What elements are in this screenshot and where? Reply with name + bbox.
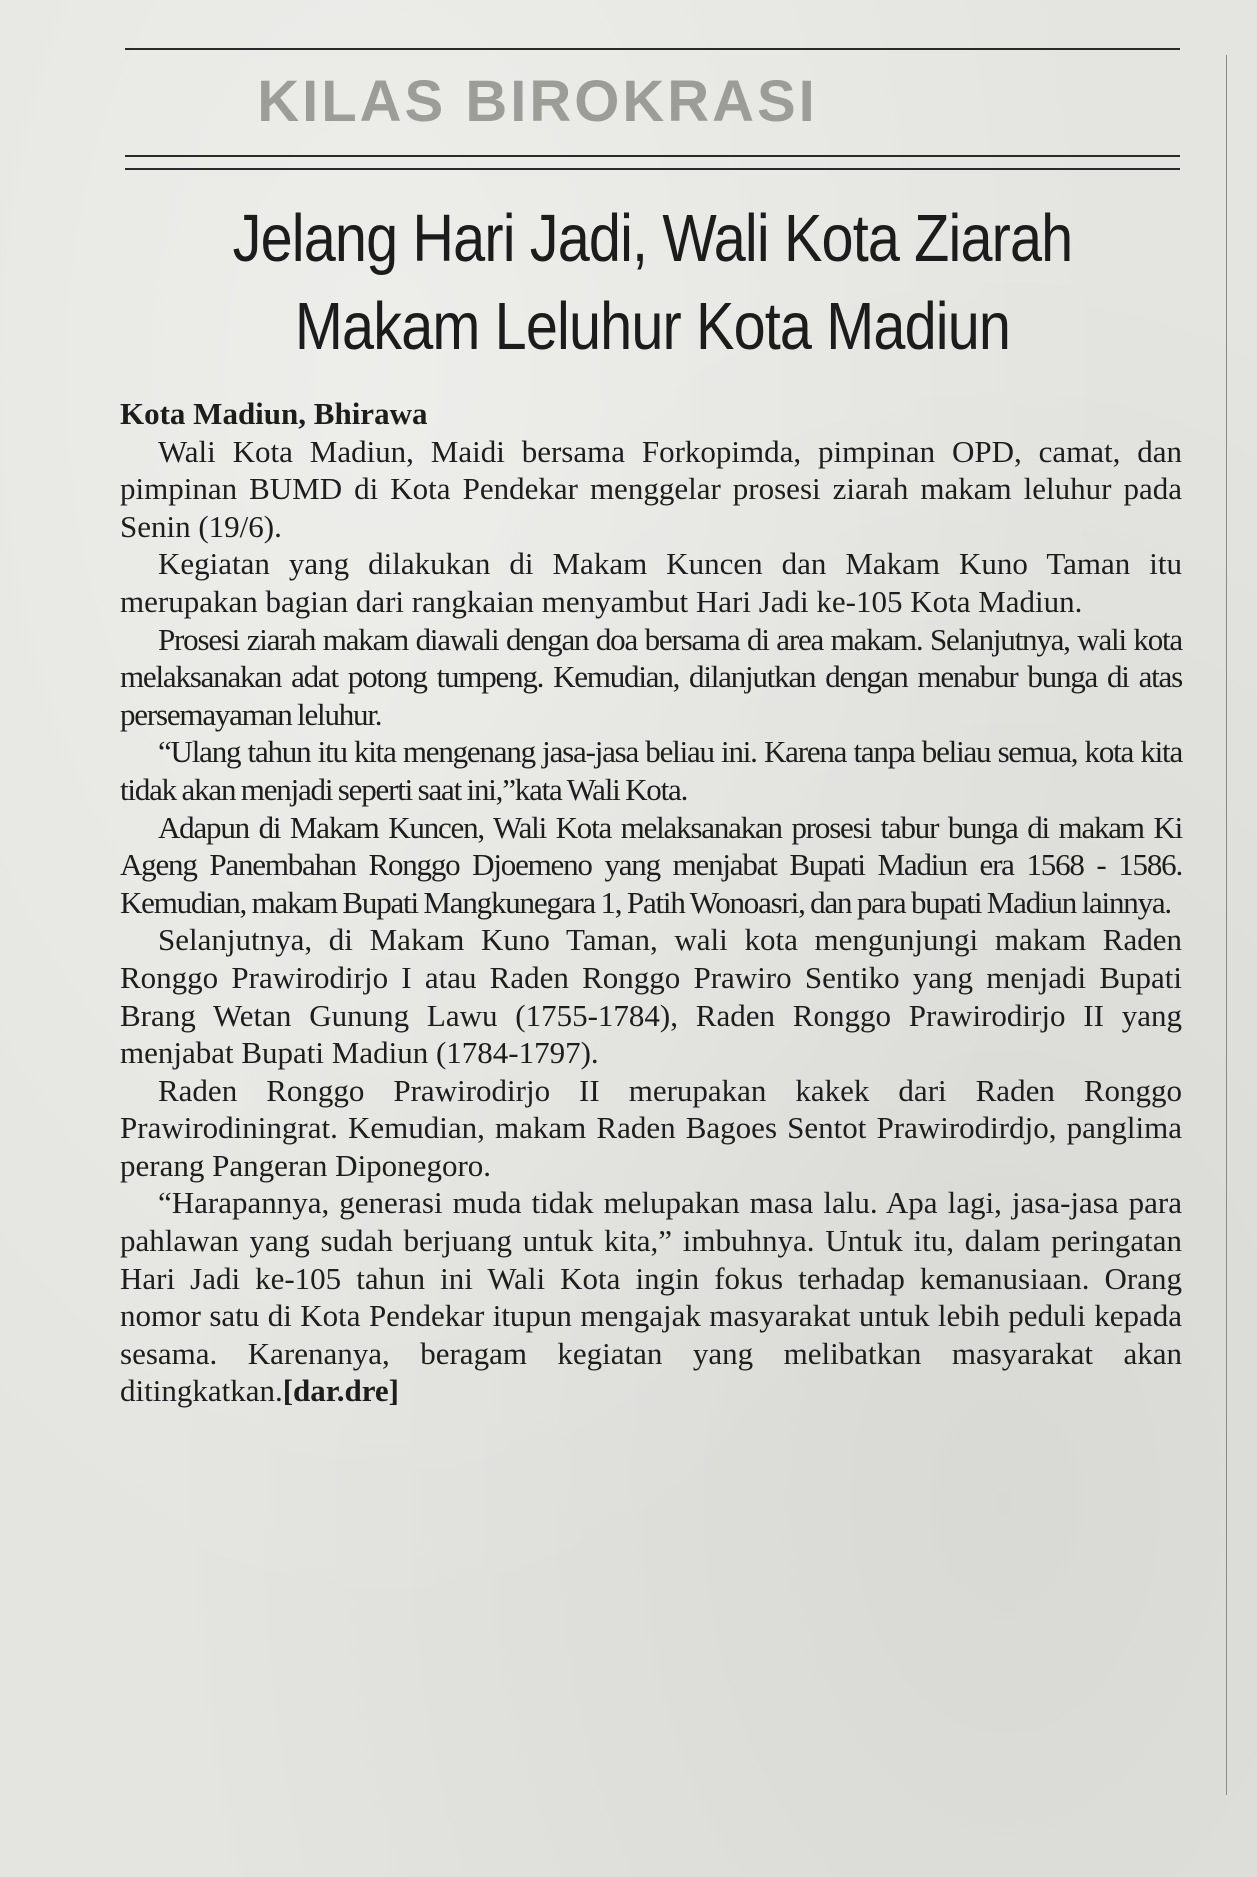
rubric-rule-lower: [125, 168, 1180, 170]
paragraph: “Ulang tahun itu kita mengenang jasa-jasa beliau ini. Karena tanpa beliau semua, kota kita tidak akan menjadi seperti saat ini,”kata Wali Kota.: [120, 734, 1182, 807]
paragraph: Raden Ronggo Prawirodirjo II merupakan kakek dari Raden Ronggo Prawirodiningrat. Kemudian, makam Raden Bagoes Sentot Prawirodirdjo, panglima perang Pangeran Diponegoro.: [120, 1072, 1182, 1183]
headline-line-2: Makam Leluhur Kota Madiun: [294, 289, 1011, 364]
paragraph: Wali Kota Madiun, Maidi bersama Forkopimda, pimpinan OPD, camat, dan pimpinan BUMD di Kota Pendekar menggelar prosesi ziarah makam leluhur pada Senin (19/6).: [120, 433, 1182, 544]
paragraph: Prosesi ziarah makam diawali dengan doa bersama di area makam. Selanjutnya, wali kota melaksanakan adat potong tumpeng. Kemudian, dilanjutkan dengan menabur bunga di atas persemayaman leluhur.: [120, 621, 1182, 732]
article-headline: [190, 195, 1115, 371]
rubric-rule-upper: [125, 155, 1180, 157]
top-rule: [125, 48, 1180, 50]
paragraph-text: “Harapannya, generasi muda tidak melupakan masa lalu. Apa lagi, jasa-jasa para pahlawan yang sudah berjuang untuk kita,” imbuhnya. Untuk itu, dalam peringatan Hari Jadi ke-105 tahun ini Wali Kota ingin fokus terhadap kemanusiaan. Orang nomor satu di Kota Pendekar itupun mengajak masyarakat untuk lebih peduli kepada sesama. Karenanya, beragam kegiatan yang melibatkan masyarakat akan ditingkatkan.: [120, 1185, 1182, 1409]
article-body: [120, 395, 1182, 1410]
paragraph: Adapun di Makam Kuncen, Wali Kota melaksanakan prosesi tabur bunga di makam Ki Ageng Panembahan Ronggo Djoemeno yang menjabat Bupati Madiun era 1568 - 1586. Kemudian, makam Bupati Mangkunegara 1, Patih Wonoasri, dan para bupati Madiun lainnya.: [120, 809, 1182, 920]
section-rubric: KILAS BIROKRASI: [257, 69, 818, 134]
author-signoff: [dar.dre]: [282, 1373, 399, 1409]
column-divider: [1226, 55, 1227, 1795]
paragraph: Kegiatan yang dilakukan di Makam Kuncen dan Makam Kuno Taman itu merupakan bagian dari rangkaian menyambut Hari Jadi ke-105 Kota Madiun.: [120, 546, 1182, 619]
paragraph-final: [120, 1184, 1182, 1410]
dateline: Kota Madiun, Bhirawa: [120, 396, 428, 431]
headline-line-1: Jelang Hari Jadi, Wali Kota Ziarah: [232, 201, 1073, 276]
paragraph: Selanjutnya, di Makam Kuno Taman, wali kota mengunjungi makam Raden Ronggo Prawirodirjo I atau Raden Ronggo Prawiro Sentiko yang menjadi Bupati Brang Wetan Gunung Lawu (1755-1784), Raden Ronggo Prawirodirjo II yang menjabat Bupati Madiun (1784-1797).: [120, 922, 1182, 1071]
